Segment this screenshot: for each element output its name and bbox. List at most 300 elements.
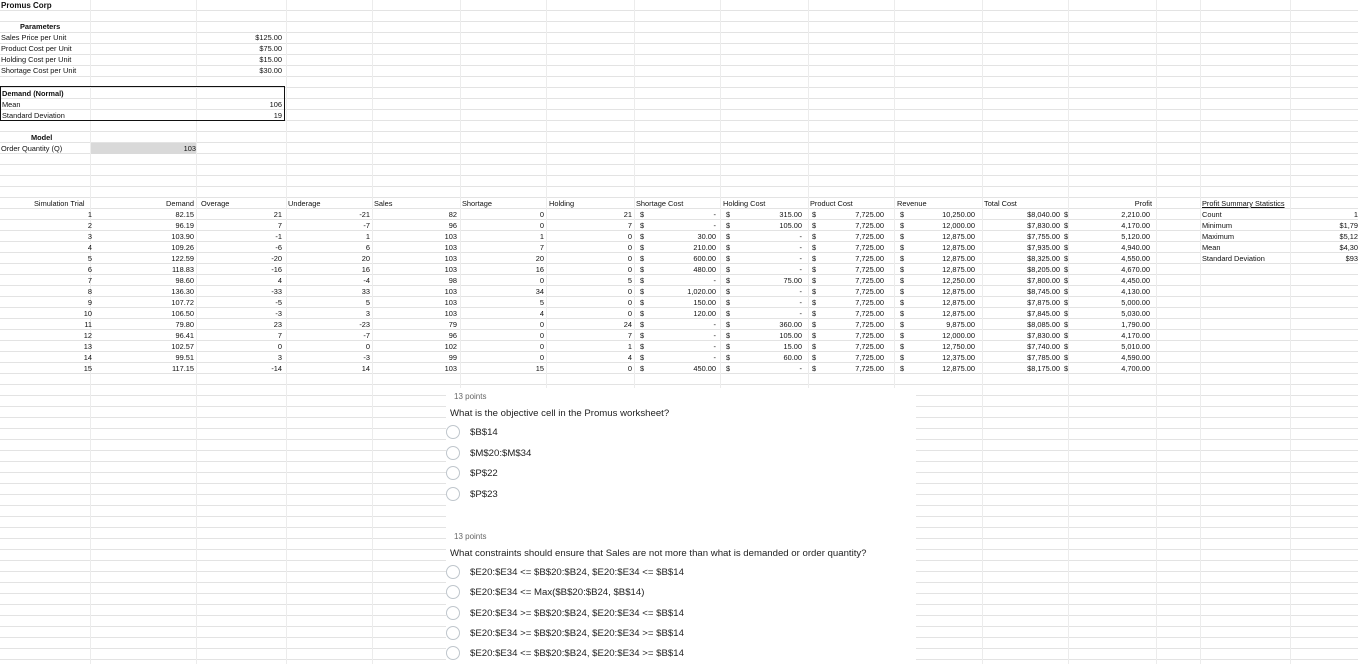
cell-trial[interactable]: 13	[83, 342, 92, 351]
cell-shortage[interactable]: 16	[535, 265, 544, 274]
currency-symbol: $	[640, 265, 645, 274]
cell-shortage[interactable]: 4	[539, 309, 544, 318]
demand-sd-value[interactable]: 19	[273, 111, 282, 120]
cell-revenue[interactable]: 12,000.00	[942, 331, 975, 340]
question-2-option[interactable]	[452, 583, 644, 601]
summary-label[interactable]: Maximum	[1202, 232, 1235, 241]
cell-total-cost[interactable]: $7,875.00	[1027, 298, 1060, 307]
question-1-option[interactable]	[452, 464, 498, 482]
cell-underage[interactable]: -23	[359, 320, 370, 329]
currency-symbol: $	[900, 254, 905, 263]
cell-shortage[interactable]: 5	[539, 298, 544, 307]
cell-product-cost[interactable]: 7,725.00	[855, 320, 884, 329]
cell-shortage[interactable]: 0	[539, 353, 544, 362]
cell-holding[interactable]: 5	[627, 276, 632, 285]
cell-overage[interactable]: 0	[277, 342, 282, 351]
summary-value[interactable]: 1	[1353, 210, 1358, 219]
cell-profit[interactable]: 4,590.00	[1121, 353, 1150, 362]
cell-profit[interactable]: 4,550.00	[1121, 254, 1150, 263]
cell-profit[interactable]: 4,450.00	[1121, 276, 1150, 285]
cell-revenue[interactable]: 12,875.00	[942, 287, 975, 296]
cell-profit[interactable]: 5,120.00	[1121, 232, 1150, 241]
cell-overage[interactable]: -5	[275, 298, 282, 307]
currency-symbol: $	[726, 232, 731, 241]
question-1-option[interactable]	[452, 485, 498, 503]
currency-symbol: $	[726, 221, 731, 230]
cell-shortage[interactable]: 0	[539, 276, 544, 285]
currency-symbol: $	[1064, 254, 1069, 263]
cell-shortage-cost[interactable]: 30.00	[697, 232, 716, 241]
cell-shortage-cost[interactable]: -	[713, 320, 716, 329]
cell-holding[interactable]: 4	[627, 353, 632, 362]
cell-product-cost[interactable]: 7,725.00	[855, 309, 884, 318]
cell-shortage[interactable]: 0	[539, 320, 544, 329]
cell-shortage-cost[interactable]: 480.00	[693, 265, 716, 274]
currency-symbol: $	[640, 309, 645, 318]
cell-holding-cost[interactable]: -	[799, 287, 802, 296]
currency-symbol: $	[1064, 276, 1069, 285]
currency-symbol: $	[726, 254, 731, 263]
cell-demand[interactable]: 136.30	[171, 287, 194, 296]
cell-demand[interactable]: 79.80	[175, 320, 194, 329]
cell-sales[interactable]: 79	[448, 320, 457, 329]
summary-label[interactable]: Count	[1202, 210, 1222, 219]
cell-demand[interactable]: 82.15	[175, 210, 194, 219]
cell-holding-cost[interactable]: -	[799, 298, 802, 307]
currency-symbol: $	[726, 265, 731, 274]
currency-symbol: $	[1064, 342, 1069, 351]
currency-symbol: $	[1064, 331, 1069, 340]
cell-holding[interactable]: 0	[627, 309, 632, 318]
header-holding-cost[interactable]: Holding Cost	[723, 199, 766, 208]
cell-profit[interactable]: 4,130.00	[1121, 287, 1150, 296]
cell-holding-cost[interactable]: 15.00	[783, 342, 802, 351]
currency-symbol: $	[726, 243, 731, 252]
cell-overage[interactable]: 21	[273, 210, 282, 219]
demand-mean-value[interactable]: 106	[269, 100, 282, 109]
cell-revenue[interactable]: 12,875.00	[942, 364, 975, 373]
cell-product-cost[interactable]: 7,725.00	[855, 353, 884, 362]
radio-button[interactable]	[446, 565, 460, 579]
cell-underage[interactable]: 14	[361, 364, 370, 373]
cell-holding[interactable]: 0	[627, 364, 632, 373]
cell-sales[interactable]: 96	[448, 221, 457, 230]
cell-shortage-cost[interactable]: -	[713, 221, 716, 230]
cell-total-cost[interactable]: $7,935.00	[1027, 243, 1060, 252]
header-sales[interactable]: Sales	[374, 199, 393, 208]
summary-value[interactable]: $5,12	[1339, 232, 1358, 241]
cell-total-cost[interactable]: $8,745.00	[1027, 287, 1060, 296]
currency-symbol: $	[900, 309, 905, 318]
cell-shortage-cost[interactable]: 210.00	[693, 243, 716, 252]
cell-demand[interactable]: 99.51	[175, 353, 194, 362]
option-label: $E20:$E34 <= $B$20:$B24, $E20:$E34 >= $B$14	[470, 647, 684, 659]
company-title[interactable]: Promus Corp	[1, 1, 52, 10]
cell-profit[interactable]: 4,670.00	[1121, 265, 1150, 274]
demand-label[interactable]: Mean	[2, 100, 21, 109]
cell-total-cost[interactable]: $7,740.00	[1027, 342, 1060, 351]
question-2-option[interactable]	[452, 624, 684, 642]
header-total-cost[interactable]: Total Cost	[984, 199, 1017, 208]
order-quantity-label[interactable]: Order Quantity (Q)	[1, 144, 63, 153]
param-value[interactable]: $15.00	[259, 55, 282, 64]
cell-trial[interactable]: 2	[87, 221, 92, 230]
cell-sales[interactable]: 103	[444, 298, 457, 307]
radio-button[interactable]	[446, 626, 460, 640]
cell-total-cost[interactable]: $7,785.00	[1027, 353, 1060, 362]
cell-total-cost[interactable]: $7,830.00	[1027, 221, 1060, 230]
demand-label[interactable]: Standard Deviation	[2, 111, 65, 120]
header-overage[interactable]: Overage	[201, 199, 230, 208]
cell-sales[interactable]: 98	[448, 276, 457, 285]
order-quantity-value[interactable]: 103	[183, 144, 196, 153]
cell-total-cost[interactable]: $7,755.00	[1027, 232, 1060, 241]
cell-underage[interactable]: 6	[365, 243, 370, 252]
cell-shortage[interactable]: 0	[539, 342, 544, 351]
cell-holding-cost[interactable]: -	[799, 265, 802, 274]
radio-button[interactable]	[446, 606, 460, 620]
cell-overage[interactable]: 23	[273, 320, 282, 329]
header-holding[interactable]: Holding	[549, 199, 575, 208]
radio-button[interactable]	[446, 466, 460, 480]
cell-revenue[interactable]: 12,875.00	[942, 298, 975, 307]
cell-holding-cost[interactable]: 105.00	[779, 331, 802, 340]
summary-label[interactable]: Mean	[1202, 243, 1221, 252]
question-2-option[interactable]	[452, 563, 684, 581]
cell-total-cost[interactable]: $8,085.00	[1027, 320, 1060, 329]
cell-holding[interactable]: 7	[627, 221, 632, 230]
cell-total-cost[interactable]: $7,830.00	[1027, 331, 1060, 340]
model-heading[interactable]: Model	[31, 133, 53, 142]
currency-symbol: $	[640, 342, 645, 351]
cell-shortage-cost[interactable]: 450.00	[693, 364, 716, 373]
cell-holding-cost[interactable]: -	[799, 364, 802, 373]
cell-trial[interactable]: 3	[87, 232, 92, 241]
cell-demand[interactable]: 103.90	[171, 232, 194, 241]
cell-shortage-cost[interactable]: 120.00	[693, 309, 716, 318]
cell-sales[interactable]: 103	[444, 364, 457, 373]
cell-profit[interactable]: 4,170.00	[1121, 331, 1150, 340]
param-label[interactable]: Shortage Cost per Unit	[1, 66, 77, 75]
currency-symbol: $	[900, 276, 905, 285]
cell-product-cost[interactable]: 7,725.00	[855, 298, 884, 307]
currency-symbol: $	[640, 331, 645, 340]
cell-underage[interactable]: 5	[365, 298, 370, 307]
cell-overage[interactable]: 7	[277, 221, 282, 230]
cell-sales[interactable]: 82	[448, 210, 457, 219]
cell-underage[interactable]: -7	[363, 221, 370, 230]
cell-sales[interactable]: 99	[448, 353, 457, 362]
cell-trial[interactable]: 12	[83, 331, 92, 340]
currency-symbol: $	[640, 364, 645, 373]
summary-label[interactable]: Minimum	[1202, 221, 1232, 230]
question-1-option[interactable]	[452, 444, 531, 462]
cell-revenue[interactable]: 9,875.00	[946, 320, 975, 329]
summary-label[interactable]: Standard Deviation	[1202, 254, 1265, 263]
currency-symbol: $	[726, 210, 731, 219]
currency-symbol: $	[726, 342, 731, 351]
currency-symbol: $	[1064, 210, 1069, 219]
header-shortage-cost[interactable]: Shortage Cost	[636, 199, 684, 208]
summary-value[interactable]: $1,79	[1339, 221, 1358, 230]
cell-overage[interactable]: -33	[271, 287, 282, 296]
cell-overage[interactable]: -1	[275, 232, 282, 241]
cell-sales[interactable]: 96	[448, 331, 457, 340]
radio-button[interactable]	[446, 446, 460, 460]
currency-symbol: $	[812, 232, 817, 241]
cell-trial[interactable]: 15	[83, 364, 92, 373]
cell-underage[interactable]: 33	[361, 287, 370, 296]
radio-button[interactable]	[446, 425, 460, 439]
cell-demand[interactable]: 117.15	[171, 364, 194, 373]
cell-holding-cost[interactable]: -	[799, 309, 802, 318]
cell-product-cost[interactable]: 7,725.00	[855, 342, 884, 351]
cell-overage[interactable]: -3	[275, 309, 282, 318]
cell-holding[interactable]: 0	[627, 254, 632, 263]
param-label[interactable]: Product Cost per Unit	[1, 44, 72, 53]
question-2-option[interactable]	[452, 644, 684, 662]
cell-total-cost[interactable]: $8,325.00	[1027, 254, 1060, 263]
cell-shortage[interactable]: 7	[539, 243, 544, 252]
cell-holding[interactable]: 0	[627, 265, 632, 274]
cell-holding-cost[interactable]: -	[799, 243, 802, 252]
currency-symbol: $	[726, 309, 731, 318]
currency-symbol: $	[1064, 232, 1069, 241]
cell-profit[interactable]: 4,940.00	[1121, 243, 1150, 252]
cell-revenue[interactable]: 10,250.00	[942, 210, 975, 219]
cell-overage[interactable]: 3	[277, 353, 282, 362]
cell-underage[interactable]: 1	[365, 232, 370, 241]
cell-product-cost[interactable]: 7,725.00	[855, 276, 884, 285]
cell-overage[interactable]: -20	[271, 254, 282, 263]
currency-symbol: $	[812, 243, 817, 252]
summary-value[interactable]: $93	[1345, 254, 1358, 263]
currency-symbol: $	[726, 364, 731, 373]
cell-sales[interactable]: 103	[444, 243, 457, 252]
currency-symbol: $	[900, 265, 905, 274]
cell-profit[interactable]: 4,170.00	[1121, 221, 1150, 230]
cell-holding-cost[interactable]: 105.00	[779, 221, 802, 230]
cell-sales[interactable]: 103	[444, 309, 457, 318]
cell-trial[interactable]: 5	[87, 254, 92, 263]
cell-demand[interactable]: 109.26	[171, 243, 194, 252]
cell-trial[interactable]: 10	[83, 309, 92, 318]
cell-shortage-cost[interactable]: 1,020.00	[687, 287, 716, 296]
cell-sales[interactable]: 102	[444, 342, 457, 351]
header-product-cost[interactable]: Product Cost	[810, 199, 853, 208]
cell-shortage[interactable]: 0	[539, 331, 544, 340]
cell-profit[interactable]: 4,700.00	[1121, 364, 1150, 373]
cell-trial[interactable]: 9	[87, 298, 92, 307]
cell-underage[interactable]: -7	[363, 331, 370, 340]
cell-product-cost[interactable]: 7,725.00	[855, 265, 884, 274]
currency-symbol: $	[900, 298, 905, 307]
cell-holding-cost[interactable]: 360.00	[779, 320, 802, 329]
param-value[interactable]: $30.00	[259, 66, 282, 75]
cell-product-cost[interactable]: 7,725.00	[855, 243, 884, 252]
cell-revenue[interactable]: 12,750.00	[942, 342, 975, 351]
header-revenue[interactable]: Revenue	[897, 199, 927, 208]
cell-holding[interactable]: 7	[627, 331, 632, 340]
currency-symbol: $	[900, 243, 905, 252]
cell-demand[interactable]: 96.41	[175, 331, 194, 340]
cell-demand[interactable]: 106.50	[171, 309, 194, 318]
cell-shortage-cost[interactable]: 600.00	[693, 254, 716, 263]
header-underage[interactable]: Underage	[288, 199, 321, 208]
currency-symbol: $	[900, 232, 905, 241]
cell-shortage-cost[interactable]: 150.00	[693, 298, 716, 307]
currency-symbol: $	[900, 331, 905, 340]
currency-symbol: $	[812, 221, 817, 230]
header-demand[interactable]: Demand	[166, 199, 194, 208]
cell-overage[interactable]: -16	[271, 265, 282, 274]
cell-holding-cost[interactable]: 315.00	[779, 210, 802, 219]
cell-holding[interactable]: 1	[627, 342, 632, 351]
cell-shortage-cost[interactable]: -	[713, 210, 716, 219]
cell-revenue[interactable]: 12,875.00	[942, 254, 975, 263]
cell-shortage-cost[interactable]: -	[713, 353, 716, 362]
cell-total-cost[interactable]: $8,205.00	[1027, 265, 1060, 274]
cell-revenue[interactable]: 12,875.00	[942, 232, 975, 241]
cell-revenue[interactable]: 12,375.00	[942, 353, 975, 362]
column-gridline	[1200, 0, 1201, 664]
cell-overage[interactable]: -14	[271, 364, 282, 373]
cell-revenue[interactable]: 12,875.00	[942, 265, 975, 274]
cell-shortage[interactable]: 0	[539, 221, 544, 230]
cell-shortage-cost[interactable]: -	[713, 342, 716, 351]
question-2-option[interactable]	[452, 604, 684, 622]
cell-profit[interactable]: 1,790.00	[1121, 320, 1150, 329]
cell-holding[interactable]: 0	[627, 298, 632, 307]
param-value[interactable]: $75.00	[259, 44, 282, 53]
cell-underage[interactable]: -4	[363, 276, 370, 285]
cell-total-cost[interactable]: $7,800.00	[1027, 276, 1060, 285]
cell-holding[interactable]: 24	[623, 320, 632, 329]
param-label[interactable]: Sales Price per Unit	[1, 33, 67, 42]
cell-overage[interactable]: 7	[277, 331, 282, 340]
cell-product-cost[interactable]: 7,725.00	[855, 254, 884, 263]
cell-total-cost[interactable]: $8,175.00	[1027, 364, 1060, 373]
header-trial[interactable]: Simulation Trial	[34, 199, 85, 208]
currency-symbol: $	[640, 232, 645, 241]
cell-trial[interactable]: 8	[87, 287, 92, 296]
cell-revenue[interactable]: 12,250.00	[942, 276, 975, 285]
cell-holding-cost[interactable]: -	[799, 254, 802, 263]
cell-holding-cost[interactable]: 75.00	[783, 276, 802, 285]
header-profit[interactable]: Profit	[1134, 199, 1152, 208]
cell-underage[interactable]: 3	[365, 309, 370, 318]
currency-symbol: $	[900, 364, 905, 373]
currency-symbol: $	[812, 331, 817, 340]
cell-shortage-cost[interactable]: -	[713, 331, 716, 340]
radio-button[interactable]	[446, 585, 460, 599]
cell-demand[interactable]: 98.60	[175, 276, 194, 285]
cell-underage[interactable]: -21	[359, 210, 370, 219]
cell-profit[interactable]: 5,030.00	[1121, 309, 1150, 318]
currency-symbol: $	[640, 287, 645, 296]
radio-button[interactable]	[446, 487, 460, 501]
cell-underage[interactable]: 20	[361, 254, 370, 263]
cell-demand[interactable]: 107.72	[171, 298, 194, 307]
parameters-heading[interactable]: Parameters	[20, 22, 61, 31]
cell-product-cost[interactable]: 7,725.00	[855, 221, 884, 230]
header-shortage[interactable]: Shortage	[462, 199, 492, 208]
cell-trial[interactable]: 7	[87, 276, 92, 285]
cell-product-cost[interactable]: 7,725.00	[855, 364, 884, 373]
cell-holding-cost[interactable]: -	[799, 232, 802, 241]
cell-product-cost[interactable]: 7,725.00	[855, 287, 884, 296]
param-label[interactable]: Holding Cost per Unit	[1, 55, 72, 64]
question-1-option[interactable]	[452, 423, 498, 441]
cell-trial[interactable]: 14	[83, 353, 92, 362]
cell-total-cost[interactable]: $7,845.00	[1027, 309, 1060, 318]
cell-shortage-cost[interactable]: -	[713, 276, 716, 285]
cell-revenue[interactable]: 12,000.00	[942, 221, 975, 230]
cell-holding-cost[interactable]: 60.00	[783, 353, 802, 362]
currency-symbol: $	[812, 309, 817, 318]
cell-product-cost[interactable]: 7,725.00	[855, 331, 884, 340]
cell-holding[interactable]: 0	[627, 232, 632, 241]
cell-revenue[interactable]: 12,875.00	[942, 309, 975, 318]
summary-value[interactable]: $4,30	[1339, 243, 1358, 252]
cell-underage[interactable]: 16	[361, 265, 370, 274]
cell-sales[interactable]: 103	[444, 254, 457, 263]
cell-shortage[interactable]: 15	[535, 364, 544, 373]
cell-profit[interactable]: 2,210.00	[1121, 210, 1150, 219]
cell-overage[interactable]: 4	[277, 276, 282, 285]
cell-shortage[interactable]: 34	[535, 287, 544, 296]
cell-shortage[interactable]: 20	[535, 254, 544, 263]
cell-trial[interactable]: 6	[87, 265, 92, 274]
cell-holding[interactable]: 21	[623, 210, 632, 219]
cell-product-cost[interactable]: 7,725.00	[855, 232, 884, 241]
cell-sales[interactable]: 103	[444, 287, 457, 296]
cell-holding[interactable]: 0	[627, 243, 632, 252]
cell-revenue[interactable]: 12,875.00	[942, 243, 975, 252]
cell-overage[interactable]: -6	[275, 243, 282, 252]
cell-underage[interactable]: -3	[363, 353, 370, 362]
cell-holding[interactable]: 0	[627, 287, 632, 296]
currency-symbol: $	[640, 276, 645, 285]
param-value[interactable]: $125.00	[255, 33, 282, 42]
cell-product-cost[interactable]: 7,725.00	[855, 210, 884, 219]
cell-sales[interactable]: 103	[444, 265, 457, 274]
currency-symbol: $	[812, 265, 817, 274]
currency-symbol: $	[640, 243, 645, 252]
currency-symbol: $	[812, 254, 817, 263]
cell-total-cost[interactable]: $8,040.00	[1027, 210, 1060, 219]
cell-shortage[interactable]: 1	[539, 232, 544, 241]
demand-heading[interactable]: Demand (Normal)	[2, 89, 64, 98]
option-label: $E20:$E34 <= $B$20:$B24, $E20:$E34 <= $B$14	[470, 566, 684, 578]
cell-underage[interactable]: 0	[365, 342, 370, 351]
option-label: $P$23	[470, 488, 498, 500]
cell-trial[interactable]: 1	[87, 210, 92, 219]
cell-trial[interactable]: 11	[84, 320, 92, 329]
cell-shortage[interactable]: 0	[539, 210, 544, 219]
cell-profit[interactable]: 5,000.00	[1121, 298, 1150, 307]
cell-demand[interactable]: 96.19	[175, 221, 194, 230]
cell-trial[interactable]: 4	[87, 243, 92, 252]
currency-symbol: $	[726, 287, 731, 296]
cell-profit[interactable]: 5,010.00	[1121, 342, 1150, 351]
cell-demand[interactable]: 122.59	[171, 254, 194, 263]
cell-sales[interactable]: 103	[444, 232, 457, 241]
cell-demand[interactable]: 102.57	[171, 342, 194, 351]
radio-button[interactable]	[446, 646, 460, 660]
summary-heading[interactable]: Profit Summary Statistics	[1202, 199, 1285, 208]
cell-demand[interactable]: 118.83	[171, 265, 194, 274]
